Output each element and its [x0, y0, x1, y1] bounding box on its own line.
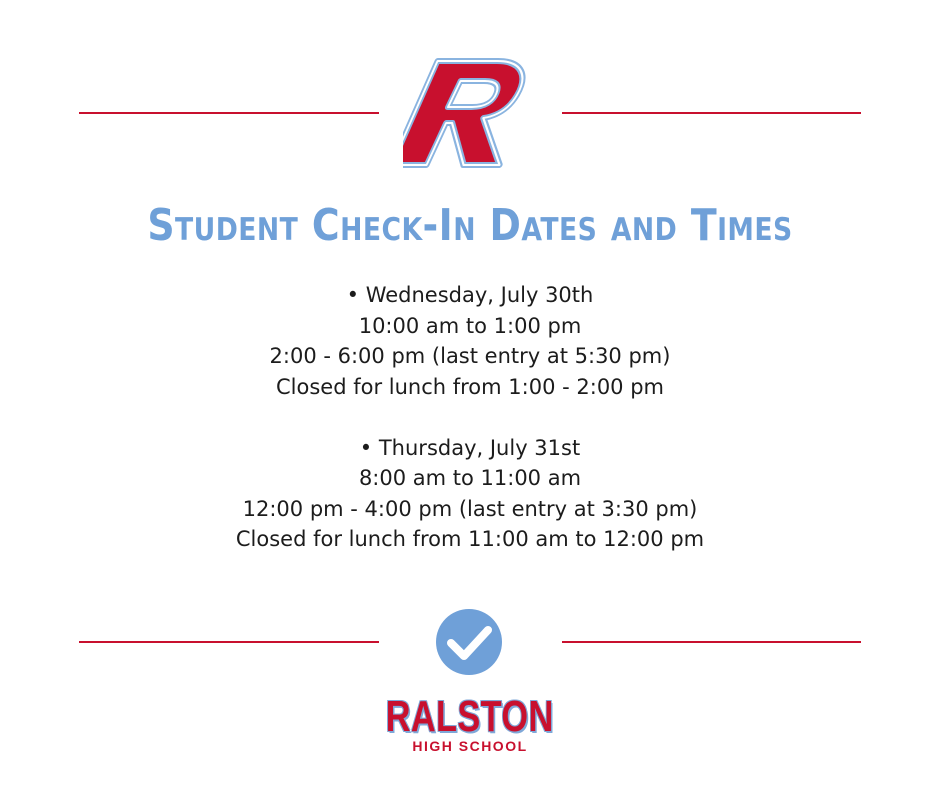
day2-line-3: Closed for lunch from 11:00 am to 12:00 pm	[235, 527, 705, 551]
day1-line-1: 10:00 am to 1:00 pm	[358, 313, 582, 338]
day2-line-2: 12:00 pm - 4:00 pm (last entry at 3:30 pm)	[242, 496, 698, 521]
day1-line-2: 2:00 - 6:00 pm (last entry at 5:30 pm)	[269, 344, 671, 368]
page-title: Student Check-In Dates and Times	[147, 200, 793, 251]
day2-line-1: 8:00 am to 11:00 am	[358, 466, 582, 490]
checkmark-circle-icon	[435, 608, 503, 676]
schedule-spacer	[0, 402, 940, 433]
bottom-right-divider	[562, 641, 861, 643]
school-wordmark	[0, 694, 940, 754]
bottom-left-divider	[79, 641, 379, 643]
school-name: RALSTON	[386, 692, 554, 741]
school-subtitle: HIGH SCHOOL	[412, 738, 528, 754]
top-left-divider	[79, 112, 379, 114]
schedule	[0, 280, 940, 555]
top-right-divider	[562, 112, 861, 114]
day1-line-3: Closed for lunch from 1:00 - 2:00 pm	[276, 374, 664, 399]
day1-heading: • Wednesday, July 30th	[346, 283, 594, 307]
day2-heading: • Thursday, July 31st	[359, 435, 581, 460]
ralston-r-logo-icon	[403, 55, 533, 173]
